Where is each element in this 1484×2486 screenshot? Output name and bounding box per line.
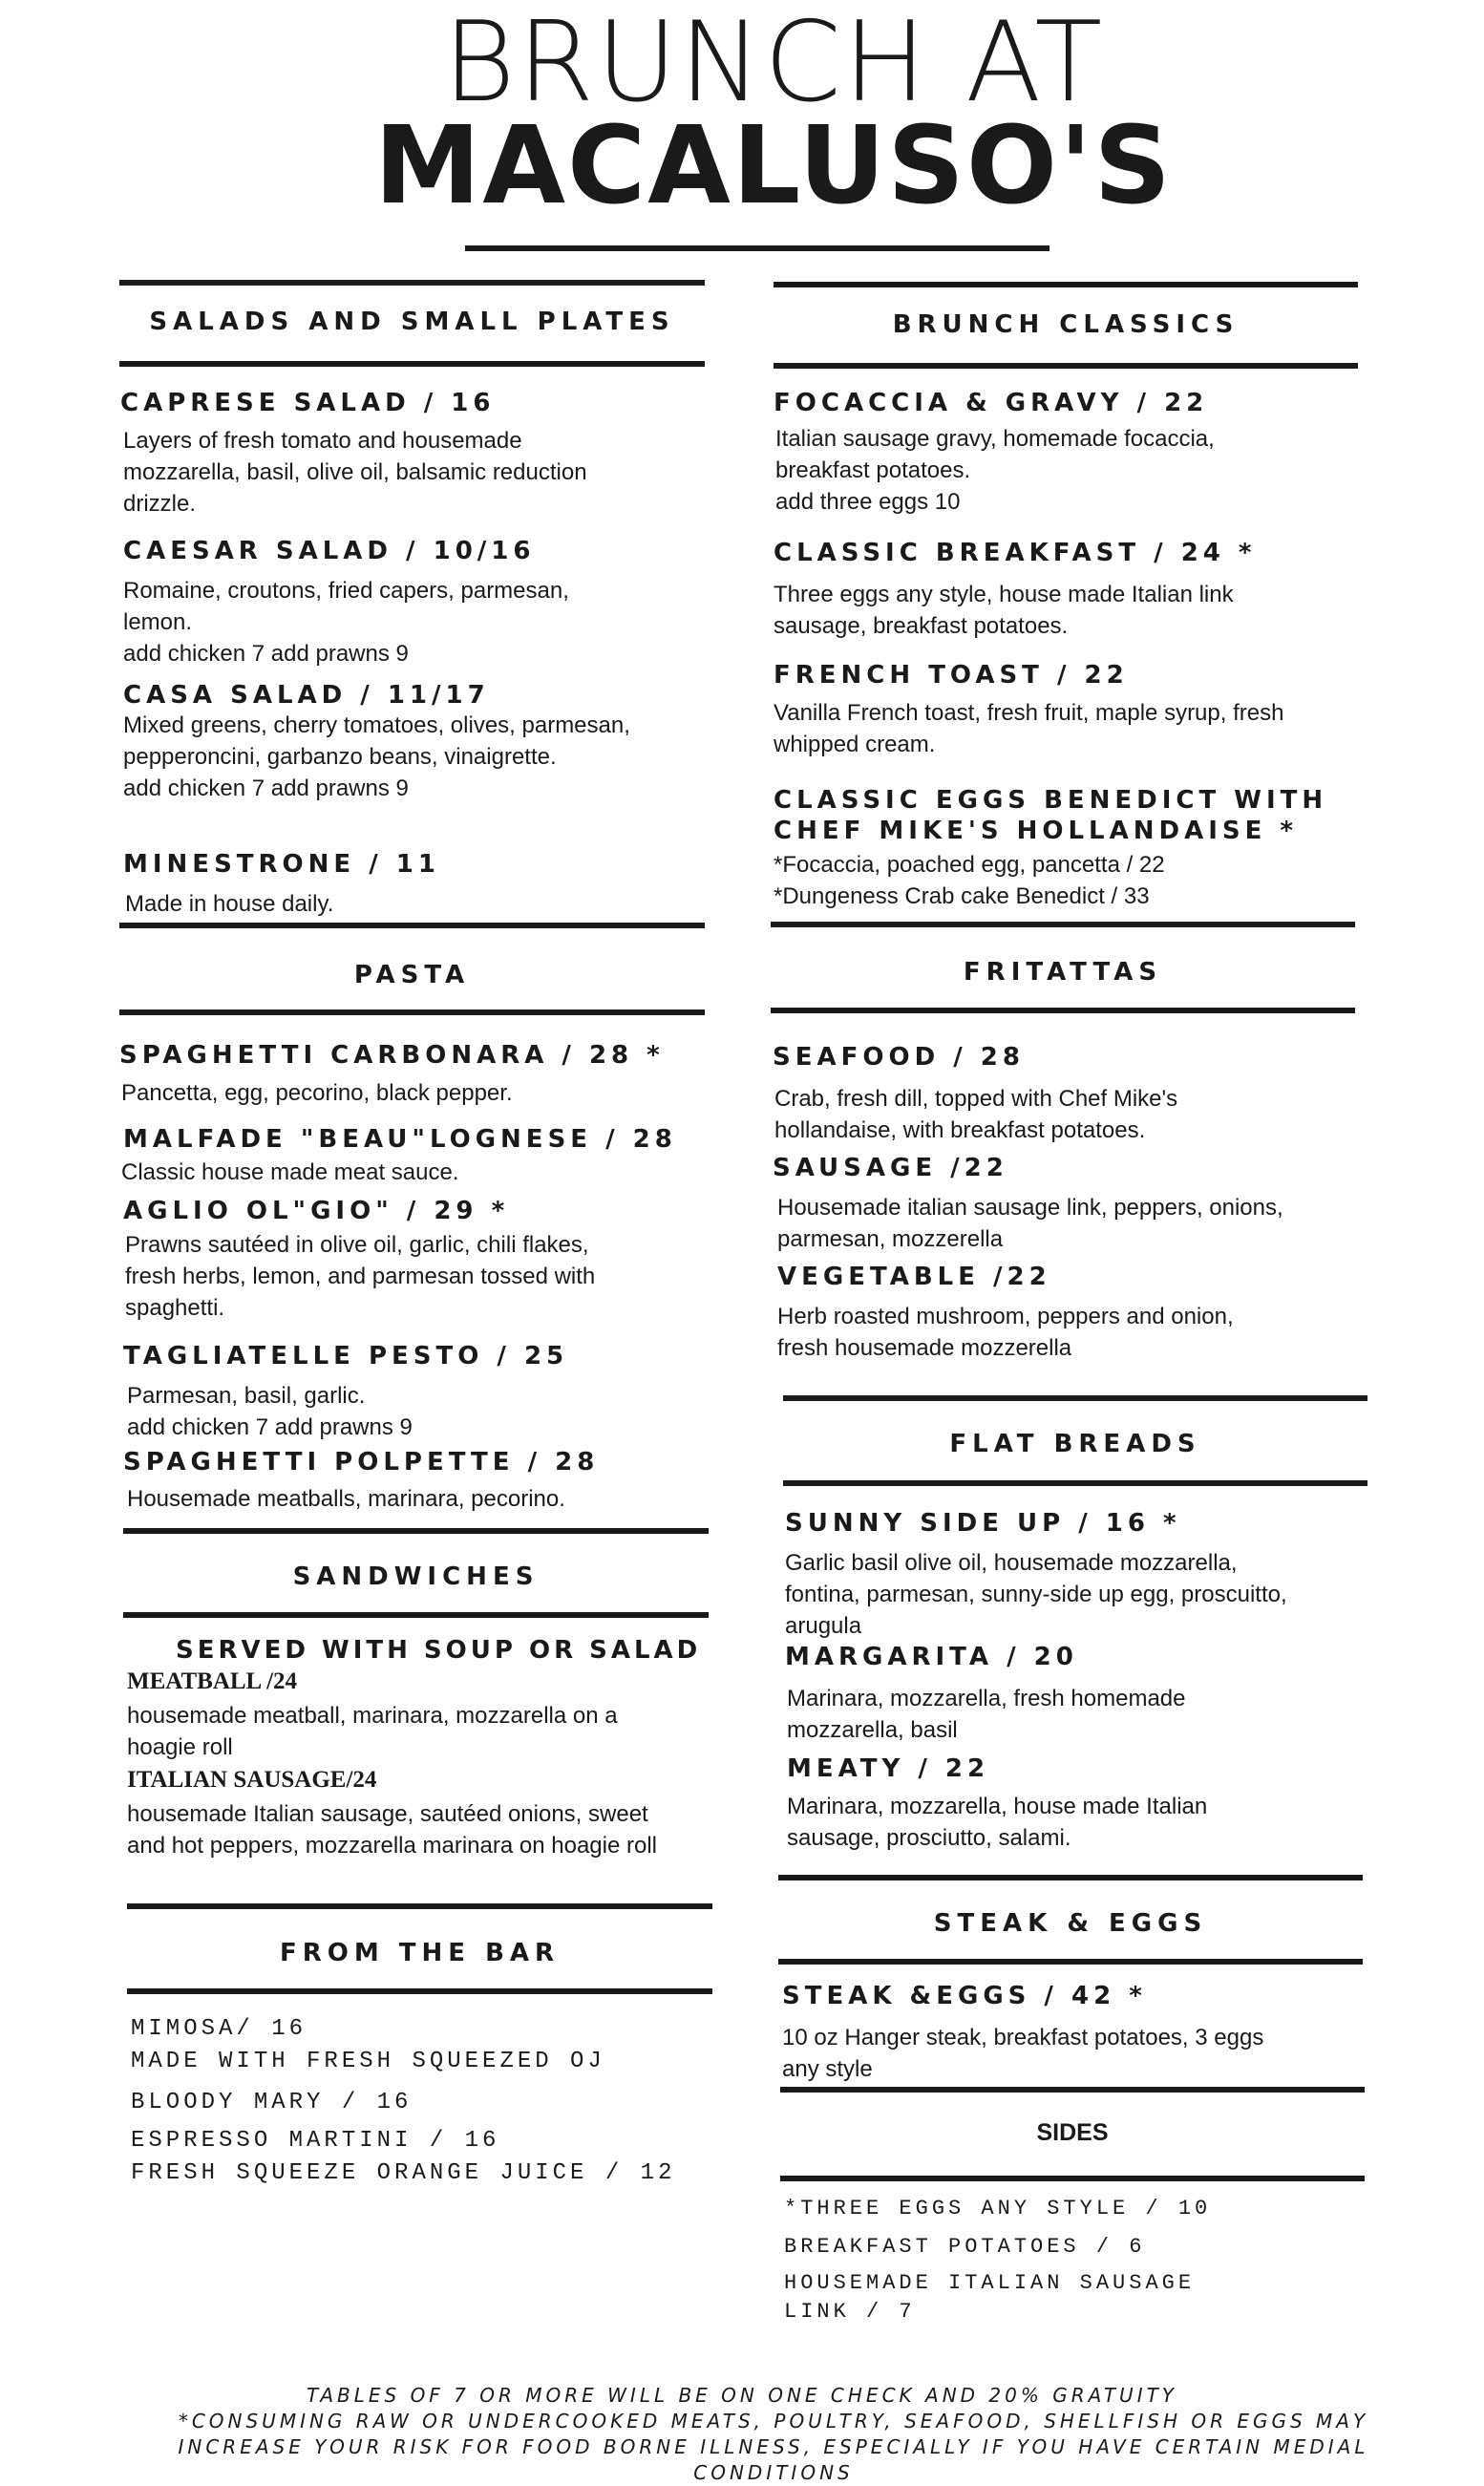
menu-item-name: SPAGHETTI CARBONARA / 28 * bbox=[119, 1041, 665, 1070]
section-heading-brunch-classics: BRUNCH CLASSICS bbox=[892, 310, 1240, 339]
menu-item-name: CAPRESE SALAD / 16 bbox=[120, 389, 496, 417]
menu-item-description: 10 oz Hanger steak, breakfast potatoes, 3 eggs any style bbox=[782, 2025, 1264, 2082]
menu-item-description: Made in house daily. bbox=[125, 891, 334, 917]
section-divider bbox=[774, 363, 1358, 369]
menu-item-name: FOCACCIA & GRAVY / 22 bbox=[774, 389, 1209, 417]
menu-item-name: AGLIO OL"GIO" / 29 * bbox=[123, 1197, 510, 1225]
menu-item-description: Three eggs any style, house made Italian link sausage, breakfast potatoes. bbox=[774, 582, 1234, 639]
menu-item-description: Herb roasted mushroom, peppers and onion, fresh housemade mozzerella bbox=[777, 1304, 1234, 1361]
menu-item-name: MINESTRONE / 11 bbox=[123, 850, 440, 879]
section-divider bbox=[119, 923, 705, 928]
section-divider bbox=[783, 1480, 1367, 1486]
section-divider bbox=[119, 1009, 705, 1015]
section-divider bbox=[127, 1903, 712, 1909]
title-divider bbox=[465, 245, 1049, 251]
menu-item-name: STEAK &EGGS / 42 * bbox=[782, 1982, 1147, 2010]
menu-item-name: SUNNY SIDE UP / 16 * bbox=[785, 1509, 1181, 1538]
menu-item-description: housemade meatball, marinara, mozzarella on a hoagie roll bbox=[127, 1703, 618, 1760]
footer-health-disclaimer: *CONSUMING RAW OR UNDERCOOKED MEATS, POULTRY, SEAFOOD, SHELLFISH OR EGGS MAY INCREASE YOUR RISK FOR FOOD BORNE ILLNESS, ESPECIALLY IF YOU HAVE CERTAIN MEDIAL CONDITIONS bbox=[178, 2410, 1369, 2484]
bar-item: MIMOSA/ 16 MADE WITH FRESH SQUEEZED OJ bbox=[131, 2016, 605, 2074]
menu-item-description: Layers of fresh tomato and housemade mozzarella, basil, olive oil, balsamic reduction drizzle. bbox=[123, 428, 587, 517]
menu-item-name: MEATBALL /24 bbox=[127, 1668, 298, 1694]
bar-item: BLOODY MARY / 16 bbox=[131, 2090, 413, 2115]
menu-item-description: Marinara, mozzarella, fresh homemade mozzarella, basil bbox=[787, 1686, 1186, 1743]
section-heading-flat-breads: FLAT BREADS bbox=[949, 1430, 1201, 1458]
menu-item-description: housemade Italian sausage, sautéed onions, sweet and hot peppers, mozzarella marinara on hoagie roll bbox=[127, 1801, 657, 1859]
menu-item-description: Crab, fresh dill, topped with Chef Mike's hollandaise, with breakfast potatoes. bbox=[774, 1086, 1178, 1143]
menu-item-description: Prawns sautéed in olive oil, garlic, chili flakes, fresh herbs, lemon, and parmesan tossed with spaghetti. bbox=[125, 1232, 596, 1321]
section-heading-steak-eggs: STEAK & EGGS bbox=[933, 1909, 1208, 1938]
menu-item-description: Housemade italian sausage link, peppers, onions, parmesan, mozzerella bbox=[777, 1195, 1283, 1252]
menu-item-description: Romaine, croutons, fried capers, parmesan, lemon. add chicken 7 add prawns 9 bbox=[123, 578, 569, 667]
menu-item-name: SAUSAGE /22 bbox=[773, 1154, 1008, 1182]
menu-item-description: Parmesan, basil, garlic. add chicken 7 add prawns 9 bbox=[127, 1383, 413, 1440]
menu-item-description: *Focaccia, poached egg, pancetta / 22 *Dungeness Crab cake Benedict / 33 bbox=[774, 852, 1165, 909]
menu-item-description: Mixed greens, cherry tomatoes, olives, parmesan, pepperoncini, garbanzo beans, vinaigrette. add chicken 7 add prawns 9 bbox=[123, 712, 630, 801]
menu-item-name: MALFADE "BEAU"LOGNESE / 28 bbox=[123, 1125, 677, 1154]
menu-item-description: Classic house made meat sauce. bbox=[121, 1159, 459, 1185]
side-item: HOUSEMADE ITALIAN SAUSAGE LINK / 7 bbox=[784, 2271, 1196, 2324]
sandwiches-subheading: SERVED WITH SOUP OR SALAD bbox=[176, 1636, 702, 1665]
section-divider bbox=[780, 2176, 1365, 2181]
section-heading-sandwiches: SANDWICHES bbox=[292, 1562, 540, 1591]
section-heading-sides: SIDES bbox=[1036, 2119, 1109, 2146]
menu-item-name: SPAGHETTI POLPETTE / 28 bbox=[123, 1448, 600, 1477]
section-divider bbox=[778, 1959, 1363, 1965]
side-item: *THREE EGGS ANY STYLE / 10 bbox=[784, 2197, 1212, 2220]
side-item: BREAKFAST POTATOES / 6 bbox=[784, 2235, 1146, 2259]
menu-item-name: CLASSIC BREAKFAST / 24 * bbox=[774, 539, 1257, 567]
menu-title-line1: BRUNCH AT bbox=[442, 0, 1105, 127]
menu-item-name: SEAFOOD / 28 bbox=[773, 1043, 1025, 1072]
menu-item-name: ITALIAN SAUSAGE/24 bbox=[127, 1767, 377, 1793]
menu-item-name: CAESAR SALAD / 10/16 bbox=[123, 537, 536, 565]
menu-item-description: Italian sausage gravy, homemade focaccia, breakfast potatoes. add three eggs 10 bbox=[775, 426, 1215, 515]
section-divider bbox=[123, 1528, 709, 1534]
menu-item-name: MARGARITA / 20 bbox=[785, 1643, 1078, 1671]
section-heading-bar: FROM THE BAR bbox=[279, 1939, 561, 1967]
menu-item-description: Marinara, mozzarella, house made Italian sausage, prosciutto, salami. bbox=[787, 1794, 1208, 1851]
section-divider bbox=[119, 280, 705, 286]
menu-item-description: Vanilla French toast, fresh fruit, maple syrup, fresh whipped cream. bbox=[774, 700, 1284, 757]
menu-item-name: FRENCH TOAST / 22 bbox=[774, 661, 1129, 690]
footer-gratuity-note: TABLES OF 7 OR MORE WILL BE ON ONE CHECK AND 20% GRATUITY bbox=[306, 2384, 1178, 2407]
section-heading-fritattas: FRITATTAS bbox=[963, 958, 1163, 987]
menu-title-line2: MACALUSO'S bbox=[373, 104, 1174, 228]
section-heading-salads: SALADS AND SMALL PLATES bbox=[149, 308, 675, 336]
section-divider bbox=[778, 1875, 1363, 1880]
menu-item-description: Pancetta, egg, pecorino, black pepper. bbox=[121, 1080, 513, 1106]
section-divider bbox=[771, 1008, 1355, 1013]
menu-item-name: CASA SALAD / 11/17 bbox=[123, 681, 490, 710]
section-divider bbox=[780, 2087, 1365, 2093]
section-divider bbox=[127, 1988, 712, 1994]
menu-item-name: VEGETABLE /22 bbox=[777, 1263, 1051, 1291]
menu-item-name: TAGLIATELLE PESTO / 25 bbox=[123, 1342, 569, 1370]
section-divider bbox=[774, 282, 1358, 287]
section-divider bbox=[783, 1395, 1367, 1401]
menu-item-description: Garlic basil olive oil, housemade mozzarella, fontina, parmesan, sunny-side up egg, proscuitto, arugula bbox=[785, 1550, 1287, 1639]
section-divider bbox=[119, 361, 705, 367]
section-divider bbox=[123, 1612, 709, 1618]
section-divider bbox=[771, 922, 1355, 927]
menu-item-description: Housemade meatballs, marinara, pecorino. bbox=[127, 1486, 565, 1512]
section-heading-pasta: PASTA bbox=[353, 961, 471, 989]
menu-item-name: CLASSIC EGGS BENEDICT WITH CHEF MIKE'S HOLLANDAISE * bbox=[774, 786, 1328, 845]
menu-item-name: MEATY / 22 bbox=[787, 1754, 990, 1783]
bar-item: ESPRESSO MARTINI / 16 FRESH SQUEEZE ORANGE JUICE / 12 bbox=[131, 2128, 676, 2186]
